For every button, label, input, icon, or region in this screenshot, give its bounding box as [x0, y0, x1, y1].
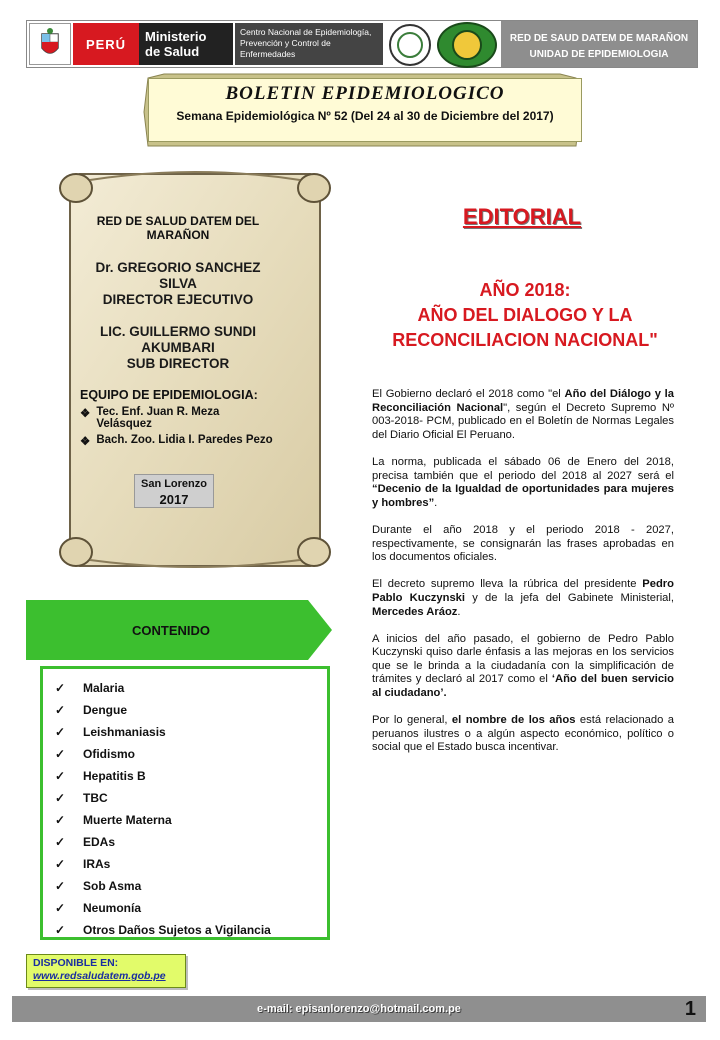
red-datem-seal-icon — [437, 22, 497, 68]
checkmark-icon: ✓ — [55, 769, 66, 783]
subdirector-name: LIC. GUILLERMO SUNDI AKUMBARI — [100, 324, 256, 355]
paragraph: La norma, publicada el sábado 06 de Enero del 2018, precisa también que el periodo del 2018 al 2027 será el “Decenio de la Igualdad de oportunidades para mujeres y hombres”. — [372, 455, 674, 509]
org-name-line-2: MARAÑON — [146, 228, 210, 242]
contents-item-label: Neumonía — [83, 901, 142, 915]
footer-bar — [12, 996, 706, 1022]
bulletin-subtitle: Semana Epidemiológica Nº 52 (Del 24 al 30 de Diciembre del 2017) — [176, 109, 554, 123]
checkmark-icon: ✓ — [55, 879, 66, 893]
contents-item — [55, 743, 327, 765]
contents-item-label: Otros Daños Sujetos a Vigilancia — [83, 923, 271, 937]
diamond-bullet-icon: ❖ — [80, 408, 91, 420]
network-name: RED DE SAUD DATEM DE MARAÑON — [509, 33, 689, 44]
director-role: DIRECTOR EJECUTIVO — [102, 292, 254, 307]
checkmark-icon: ✓ — [55, 681, 66, 695]
checkmark-icon: ✓ — [55, 791, 66, 805]
contents-item — [55, 765, 327, 787]
paragraph: El decreto supremo lleva la rúbrica del presidente Pedro Pablo Kuczynski y de la jefa del Gabinete Ministerial, Mercedes Aráoz. — [372, 578, 674, 618]
ministry-line-1: Ministerio — [145, 29, 207, 44]
website-link[interactable]: www.redsaludatem.gob.pe — [33, 970, 166, 982]
bulletin-title: BOLETIN EPIDEMIOLOGICO — [225, 83, 505, 104]
contents-item-label: EDAs — [83, 835, 116, 849]
editorial-headline — [372, 278, 678, 353]
place: San Lorenzo — [140, 478, 207, 490]
contents-item — [55, 919, 327, 941]
contents-item-label: Muerte Materna — [83, 813, 172, 827]
team-member-name: Bach. Zoo. Lidia I. Paredes Pezo — [96, 434, 273, 446]
contents-item-label: Malaria — [83, 681, 125, 695]
cne-label — [235, 23, 383, 65]
checkmark-icon: ✓ — [55, 857, 66, 871]
header-bar — [26, 20, 698, 68]
checkmark-icon: ✓ — [55, 901, 66, 915]
checkmark-icon: ✓ — [55, 703, 66, 717]
checkmark-icon: ✓ — [55, 813, 66, 827]
checkmark-icon: ✓ — [55, 725, 66, 739]
paragraph: Por lo general, el nombre de los años está relacionado a peruanos ilustres o a algún aspecto económico, político o social que el Estado busca incentivar. — [372, 714, 675, 754]
available-at-box — [26, 954, 186, 988]
contents-item-label: Hepatitis B — [83, 769, 146, 783]
contents-title: CONTENIDO — [132, 622, 210, 638]
headline-line-2: AÑO DEL DIALOGO Y LA — [417, 305, 633, 325]
cne-line-1: Centro Nacional de Epidemiología, — [240, 27, 372, 37]
diamond-bullet-icon: ❖ — [80, 436, 91, 448]
epidemiology-seal-icon — [389, 24, 431, 66]
contents-item — [55, 897, 327, 919]
paragraph: A inicios del año pasado, el gobierno de Pedro Pablo Kuczynski quiso darle énfasis a las mejoras en los servicios que se le brinda a la ciudadanía con la simplificación de trámites y declaró al 2017 como el ‘Año del buen servicio al ciudadano’. — [372, 632, 674, 700]
contents-item-label: Dengue — [83, 703, 128, 717]
contents-item — [55, 875, 327, 897]
contents-item — [55, 677, 327, 699]
available-label: DISPONIBLE EN: — [33, 957, 119, 969]
peru-label: PERÚ — [73, 23, 139, 65]
subdirector-role: SUB DIRECTOR — [126, 356, 230, 371]
checkmark-icon: ✓ — [55, 835, 66, 849]
headline-line-1: AÑO 2018: — [479, 280, 571, 300]
year: 2017 — [159, 492, 189, 507]
contact-email-link[interactable]: e-mail: episanlorenzo@hotmail.com.pe — [257, 1003, 461, 1015]
contents-item-label: Sob Asma — [83, 879, 142, 893]
ministry-line-2: de Salud — [145, 44, 200, 59]
cne-line-2: Prevención y Control de — [240, 38, 331, 48]
minsa-logo — [73, 23, 233, 65]
network-unit-box — [501, 21, 697, 67]
checkmark-icon: ✓ — [55, 747, 66, 761]
contents-item — [55, 809, 327, 831]
place-year-label — [134, 474, 214, 508]
staff-credits — [80, 214, 276, 448]
page-number: 1 — [684, 998, 696, 1020]
checkmark-icon: ✓ — [55, 923, 66, 937]
contents-item-label: Ofidismo — [83, 747, 136, 761]
peru-coat-of-arms-icon — [29, 23, 71, 65]
editorial-body — [372, 388, 674, 769]
contents-item — [55, 853, 327, 875]
paragraph: Durante el año 2018 y el periodo 2018 - 2027, respectivamente, se consignarán las frases aprobadas en los documentos oficiales. — [372, 523, 674, 564]
paragraph: El Gobierno declaró el 2018 como "el Año del Diálogo y la Reconciliación Nacional", según el Decreto Supremo Nº 003-2018- PCM, publicado en el Boletín de Normas Legales del Diario Oficial El Peruano. — [372, 388, 674, 441]
team-member — [80, 434, 276, 448]
contents-list — [40, 666, 330, 940]
team-title: EQUIPO DE EPIDEMIOLOGIA: — [80, 388, 258, 402]
headline-line-3: RECONCILIACION NACIONAL" — [392, 330, 658, 350]
contents-item — [55, 787, 327, 809]
contents-item — [55, 699, 327, 721]
team-member-name: Tec. Enf. Juan R. Meza Velásquez — [96, 406, 220, 430]
team-member — [80, 406, 276, 430]
contents-item-label: Leishmaniasis — [83, 725, 166, 739]
ministry-name — [139, 23, 233, 65]
bulletin-banner — [148, 78, 582, 142]
contents-item-label: IRAs — [83, 857, 111, 871]
org-name-line-1: RED DE SALUD DATEM DEL — [96, 214, 260, 228]
contents-item — [55, 721, 327, 743]
contents-item — [55, 831, 327, 853]
director-name: Dr. GREGORIO SANCHEZ SILVA — [95, 260, 261, 291]
unit-name: UNIDAD DE EPIDEMIOLOGIA — [529, 49, 669, 60]
editorial-title: EDITORIAL — [462, 204, 582, 229]
contents-item-label: TBC — [83, 791, 108, 805]
cne-line-3: Enfermedades — [240, 49, 296, 59]
